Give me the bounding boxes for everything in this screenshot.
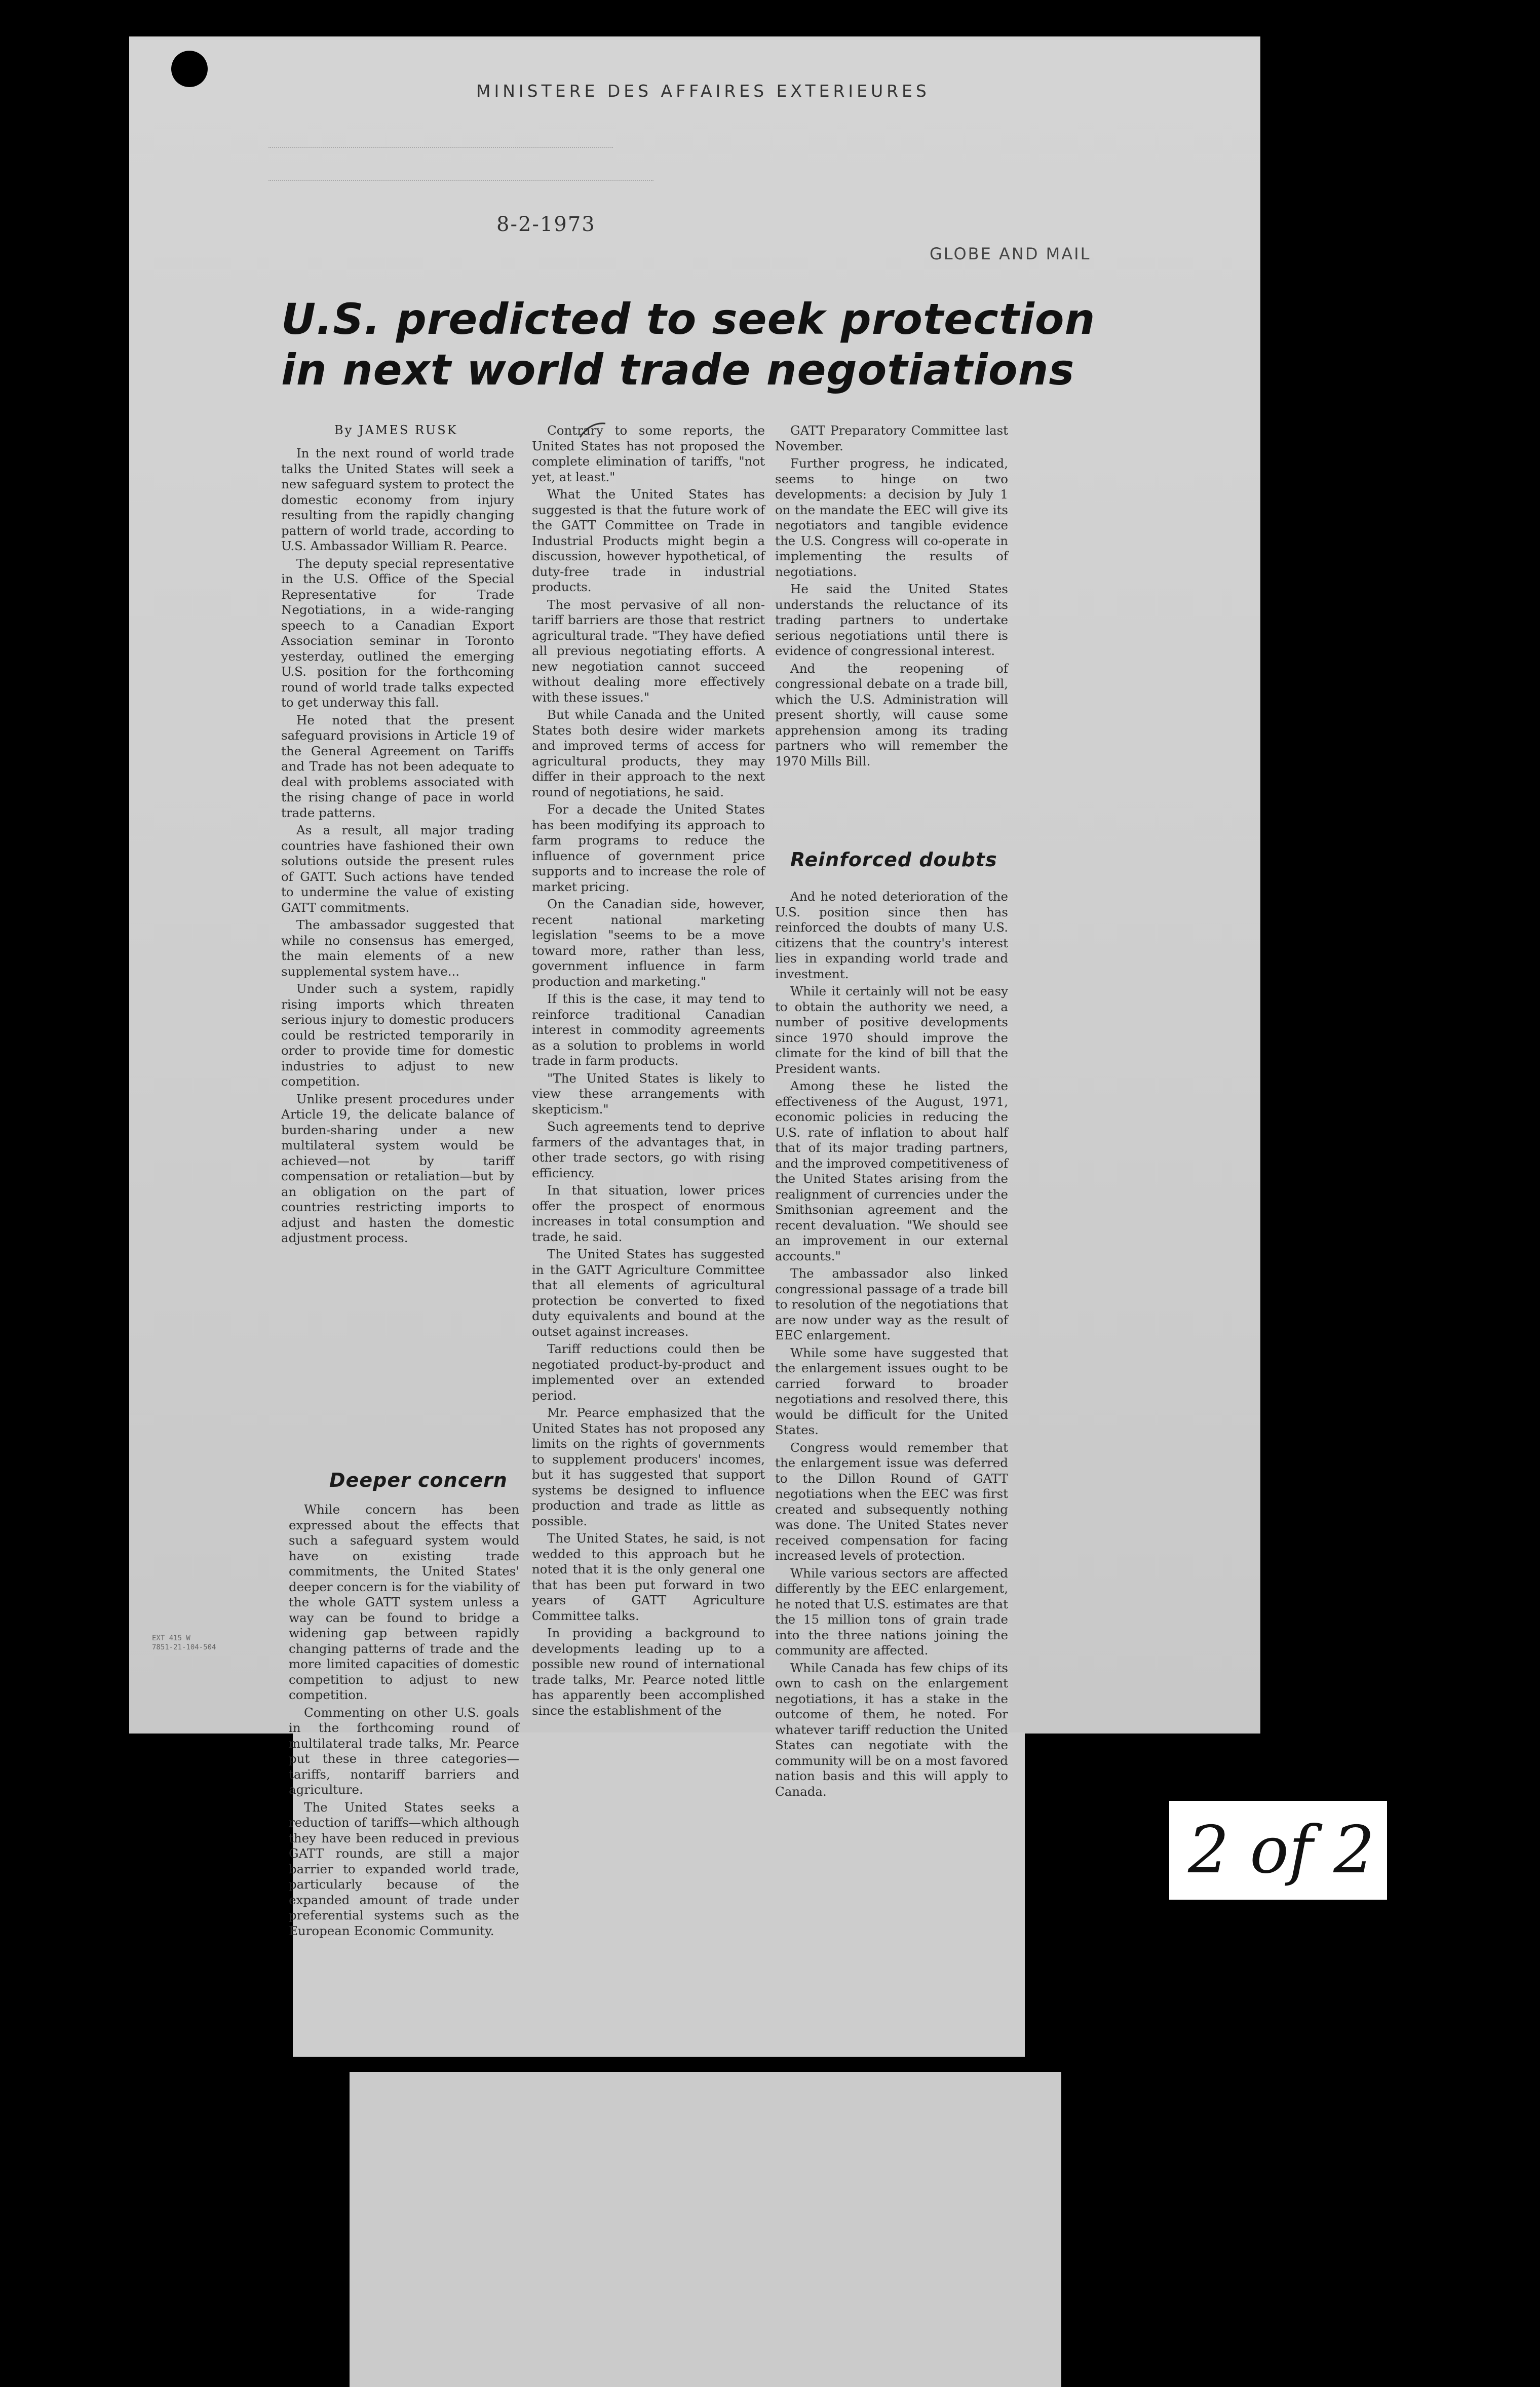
article-paragraph: What the United States has suggested is that the future work of the GATT Committee on Trade in Industrial Products might begin a discussion, however hypothetical, of duty-free trade in industrial products. [532, 487, 765, 594]
article-paragraph: Unlike present procedures under Article 19, the delicate balance of burden-sharing under a new multilateral system would be achieved—not by tariff compensation or retaliation—but by an obligation on the part of countries restricting imports to adjust and hasten the domestic adjustment process. [281, 1091, 514, 1245]
article-paragraph: In providing a background to developments leading up to a possible new round of international trade talks, Mr. Pearce noted little has apparently been accomplished since the establishment of the [532, 1626, 765, 1718]
article-headline [281, 294, 1095, 395]
article-paragraph: He said the United States understands the reluctance of its trading partners to undertake serious negotiations until there is evidence of congressional interest. [775, 582, 1008, 658]
article-paragraph: On the Canadian side, however, recent national marketing legislation "seems to be a move toward more, rather than less, government influence in farm production and marketing." [532, 897, 765, 989]
subhead-deeper-concern: Deeper concern [329, 1469, 508, 1491]
article-paragraph: And he noted deterioration of the U.S. position since then has reinforced the doubts of many U.S. citizens that the country's interest lies in expanding world trade and investment. [775, 889, 1008, 981]
article-paragraph: In the next round of world trade talks the United States will seek a new safeguard system to protect the domestic economy from injury resulting from the rapidly changing pattern of world trade, according to U.S. Ambassador William R. Pearce. [281, 446, 514, 553]
article-paragraph: The ambassador also linked congressional passage of a trade bill to resolution of the negotiations that are now under way as the result of EEC enlargement. [775, 1266, 1008, 1342]
clipping-date: 8-2-1973 [496, 213, 596, 236]
subhead-reinforced-doubts: Reinforced doubts [790, 849, 997, 871]
article-paragraph: The deputy special representative in the U.S. Office of the Special Representative for Trade Negotiations, in a wide-ranging speech to a Canadian Export Association seminar in Toronto yesterday, outlined the emerging U.S. position for the forthcoming round of world trade talks expected to get underway this fall. [281, 556, 514, 710]
article-paragraph: While it certainly will not be easy to obtain the authority we need, a number of positive developments since 1970 should improve the climate for the kind of bill that the President wants. [775, 984, 1008, 1076]
article-paragraph: Contrary to some reports, the United States has not proposed the complete elimination of tariffs, "not yet, at least." [532, 423, 765, 484]
article-paragraph: Tariff reductions could then be negotiated product-by-product and implemented over an extended period. [532, 1341, 765, 1403]
article-column-1b [289, 1502, 519, 1941]
article-paragraph: He noted that the present safeguard provisions in Article 19 of the General Agreement on Tariffs and Trade has not been adequate to deal with problems associated with the rising change of pace in world trade patterns. [281, 712, 514, 820]
byline: By JAMES RUSK [334, 423, 458, 437]
article-paragraph: And the reopening of congressional debate on a trade bill, which the U.S. Administration will present shortly, will cause some apprehension among its trading partners who will remember the 1970 Mills Bill. [775, 661, 1008, 768]
article-paragraph: Congress would remember that the enlargement issue was deferred to the Dillon Round of GATT negotiations when the EEC was first created and subsequently nothing was done. The United States never received compensation for facing increased levels of protection. [775, 1440, 1008, 1563]
article-paragraph: While some have suggested that the enlargement issues ought to be carried forward to broader negotiations and resolved there, this would be difficult for the United States. [775, 1345, 1008, 1437]
article-paragraph: For a decade the United States has been modifying its approach to farm programs to reduce the influence of government price supports and to increase the role of market pricing. [532, 802, 765, 894]
article-column-3b [775, 889, 1008, 1801]
article-paragraph: The United States has suggested in the GATT Agriculture Committee that all elements of agricultural protection be converted to fixed duty equivalents and bound at the outset against increases. [532, 1247, 765, 1339]
archive-reference-line: EXT 415 W [152, 1634, 190, 1642]
article-column-1 [281, 446, 514, 1248]
article-paragraph: Such agreements tend to deprive farmers of the advantages that, in other trade sectors, go with rising efficiency. [532, 1119, 765, 1180]
article-paragraph: "The United States is likely to view these arrangements with skepticism." [532, 1070, 765, 1116]
article-paragraph: The United States, he said, is not wedded to this approach but he noted that it is the only general one that has been put forward in two years of GATT Agriculture Committee talks. [532, 1531, 765, 1623]
article-paragraph: In that situation, lower prices offer the prospect of enormous increases in total consumption and trade, he said. [532, 1183, 765, 1244]
article-paragraph: Further progress, he indicated, seems to hinge on two developments: a decision by July 1 on the mandate the EEC will give its negotiators and tangible evidence the U.S. Congress will co-operate in implementing the results of negotiations. [775, 456, 1008, 579]
article-paragraph: Mr. Pearce emphasized that the United States has not proposed any limits on the rights of governments to supplement producers' incomes, but it has suggested that support systems be designed to influence production and trade as little as possible. [532, 1405, 765, 1528]
headline-line-2: in next world trade negotiations [281, 345, 1075, 395]
article-paragraph: While concern has been expressed about the effects that such a safeguard system would have on existing trade commitments, the United States' deeper concern is for the viability of the whole GATT system unless a way can be found to bridge a widening gap between rapidly changing patterns of trade and the more limited capacities of domestic competition to adjust to new competition. [289, 1502, 519, 1702]
faint-form-line [268, 147, 613, 163]
article-paragraph: The ambassador suggested that while no consensus has emerged, the main elements of a new supplemental system have... [281, 917, 514, 979]
article-paragraph: But while Canada and the United States both desire wider markets and improved terms of access for agricultural products, they may differ in their approach to the next round of negotiations, he said. [532, 707, 765, 799]
archive-reference [152, 1634, 216, 1652]
ministry-stamp: MINISTERE DES AFFAIRES EXTERIEURES [476, 81, 930, 101]
punch-hole [171, 51, 208, 87]
article-column-2 [532, 423, 765, 1720]
article-column-3 [775, 423, 1008, 771]
archive-reference-line: 7851-21-104-504 [152, 1643, 216, 1651]
article-paragraph: Commenting on other U.S. goals in the forthcoming round of multilateral trade talks, Mr. Pearce put these in three categories—tariffs, nontariff barriers and agriculture. [289, 1705, 519, 1797]
article-paragraph: GATT Preparatory Committee last November. [775, 423, 1008, 453]
article-paragraph: While various sectors are affected differently by the EEC enlargement, he noted that U.S. estimates are that the 15 million tons of grain trade into the three nations joining the community are affected. [775, 1565, 1008, 1658]
newspaper-name: GLOBE AND MAIL [930, 244, 1091, 263]
article-paragraph: As a result, all major trading countries have fashioned their own solutions outside the present rules of GATT. Such actions have tended to undermine the value of existing GATT commitments. [281, 823, 514, 915]
article-paragraph: If this is the case, it may tend to reinforce traditional Canadian interest in commodity agreements as a solution to problems in world trade in farm products. [532, 991, 765, 1068]
article-paragraph: While Canada has few chips of its own to cash on the enlargement negotiations, it has a stake in the outcome of them, he noted. For whatever tariff reduction the United States can negotiate with the community will be on a most favored nation basis and this will apply to Canada. [775, 1660, 1008, 1799]
headline-line-1: U.S. predicted to seek protection [281, 294, 1096, 344]
article-paragraph: Among these he listed the effectiveness of the August, 1971, economic policies in reducing the U.S. rate of inflation to about half that of its major trading partners, and the improved competitiveness of the United States arising from the realignment of currencies under the Smithsonian agreement and the recent devaluation. "We should see an improvement in our external accounts." [775, 1079, 1008, 1263]
article-paragraph: The United States seeks a reduction of tariffs—which although they have been reduced in previous GATT rounds, are still a major barrier to expanded world trade, particularly because of the expanded amount of trade under preferential systems such as the European Economic Community. [289, 1799, 519, 1938]
faint-form-line [268, 180, 653, 196]
article-paragraph: Under such a system, rapidly rising imports which threaten serious injury to domestic producers could be restricted temporarily in order to provide time for domestic industries to adjust to new competition. [281, 981, 514, 1089]
page-label: 2 of 2 [1188, 1813, 1375, 1888]
article-paragraph: The most pervasive of all non-tariff barriers are those that restrict agricultural trade. "They have defied all previous negotiating efforts. A new negotiation cannot succeed without dealing more effectively with these issues." [532, 597, 765, 705]
blank-paper-slip [350, 2072, 1061, 2387]
